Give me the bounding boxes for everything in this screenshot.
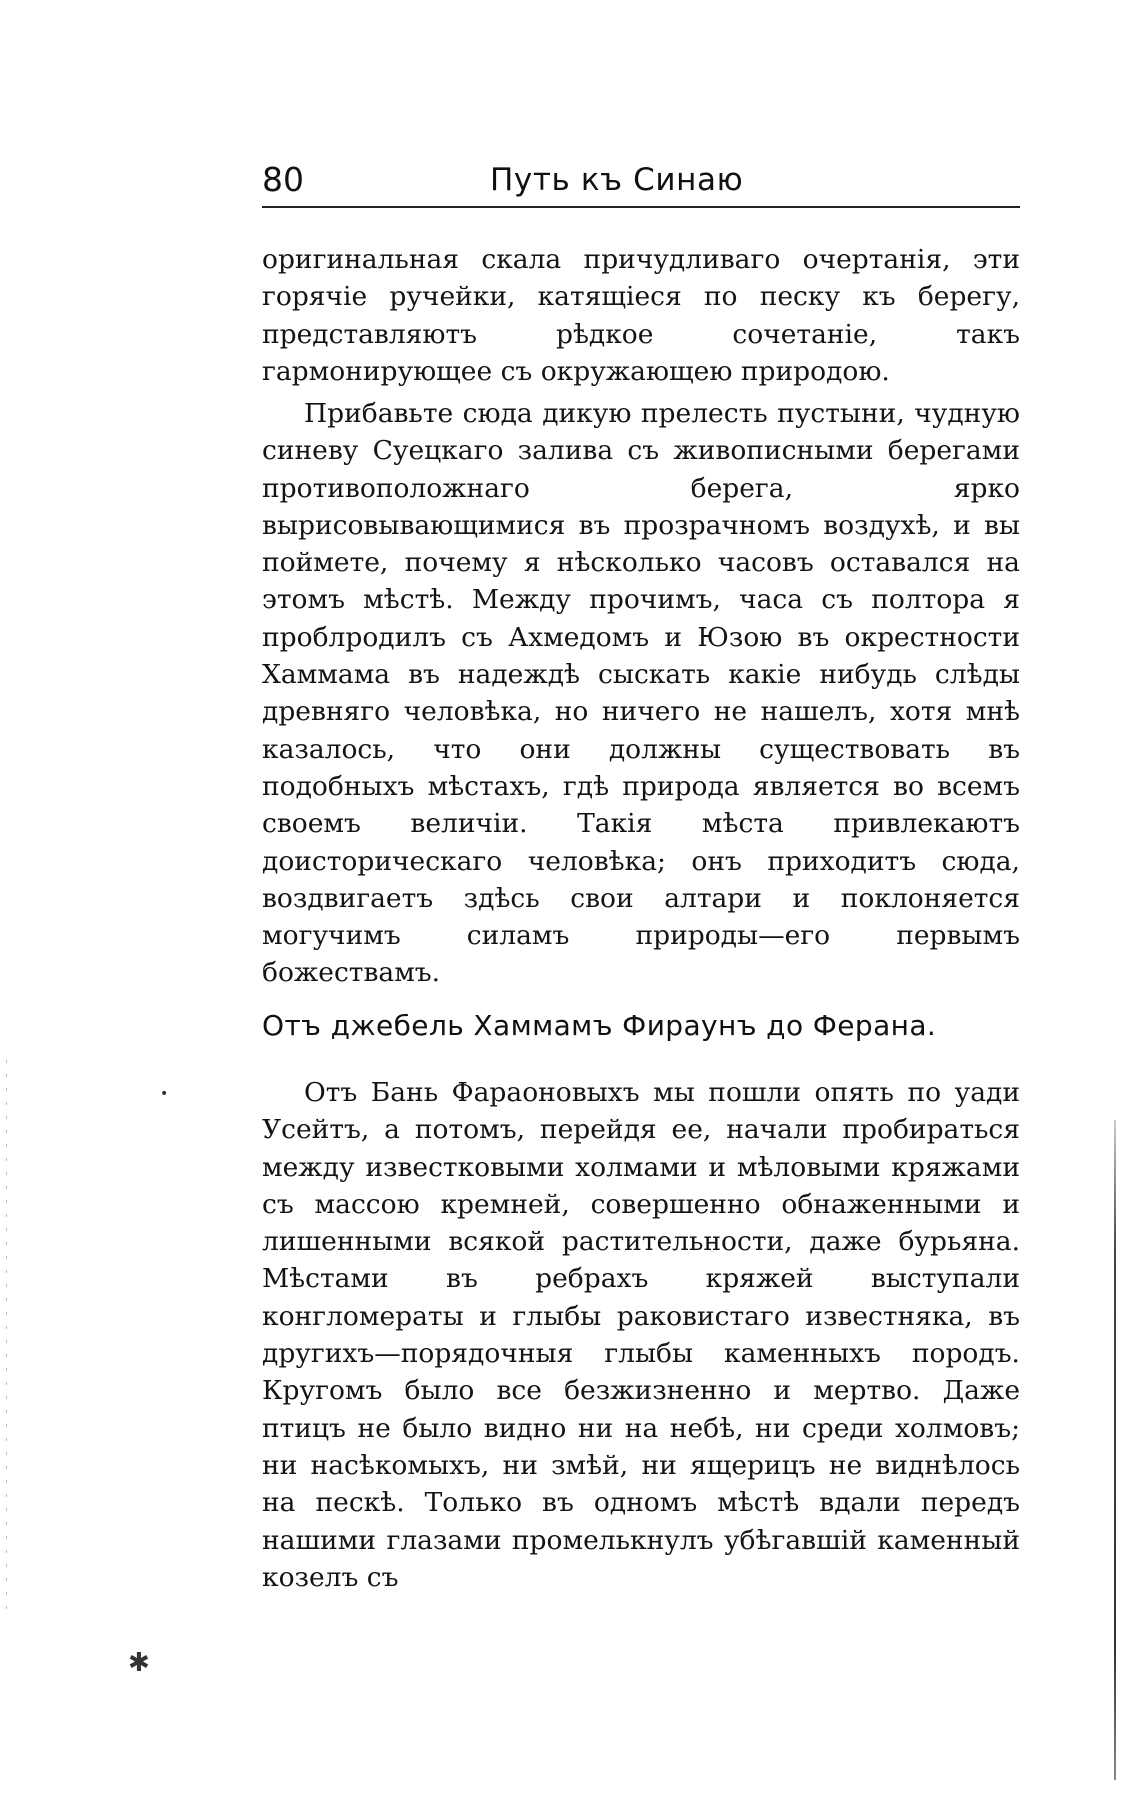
page-number: 80 <box>262 160 304 199</box>
header-rule <box>262 206 1020 208</box>
section-heading: Отъ джебель Хаммамъ Фираунъ до Ферана. <box>262 1009 937 1042</box>
page-header <box>262 160 1020 210</box>
section-paragraph <box>262 1074 1020 1596</box>
paragraph-2-text: Прибавьте сюда дикую прелесть пустыни, чудную синеву Суецкаго залива съ живописными берегами противоположнаго берега, ярко вырисовывающимися въ прозрачномъ воздухѣ, и вы поймете, почему я нѣсколько часовъ оставался на этомъ мѣстѣ. Между прочимъ, часа съ полтора я проблродилъ съ Ахмедомъ и Юзою въ окрестности Хаммама въ надеждѣ сыскать какіе нибудь слѣды древняго человѣка, но ничего не нашелъ, хотя мнѣ казалось, что они должны существовать въ подобныхъ мѣстахъ, гдѣ природа является во всемъ своемъ величіи. Такія мѣста привлекаютъ доисторическаго человѣка; онъ приходитъ сюда, воздвигаетъ здѣсь свои алтари и поклоняется могучимъ силамъ природы—его первымъ божествамъ. <box>262 398 1020 989</box>
page-edge-line <box>1114 1120 1116 1780</box>
paragraph-2 <box>262 395 1020 992</box>
running-title: Путь къ Синаю <box>490 162 744 198</box>
paragraph-1 <box>262 241 1020 390</box>
paragraph-1-text: оригинальная скала причудливаго очертанія, эти горячіе ручейки, катящіеся по песку къ берегу, представляютъ рѣдкое сочетаніе, такъ гармонирующее съ окружающею природою. <box>262 244 1020 387</box>
scan-edge-specks <box>6 1060 7 1620</box>
margin-asterisk-mark: ✱ <box>128 1648 150 1678</box>
section-paragraph-text: Отъ Бань Фараоновыхъ мы пошли опять по уади Усейтъ, а потомъ, перейдя ее, начали пробираться между известковыми холмами и мѣловыми кряжами съ массою кремней, совершенно обнаженными и лишенными всякой растительности, даже бурьяна. Мѣстами въ ребрахъ кряжей выступали конгломераты и глыбы раковистаго известняка, въ другихъ—порядочныя глыбы каменныхъ породъ. Кругомъ было все безжизненно и мертво. Даже птицъ не было видно ни на небѣ, ни среди холмовъ; ни насѣкомыхъ, ни змѣй, ни ящерицъ не виднѣлось на пескѣ. Только въ одномъ мѣстѣ вдали передъ нашими глазами промелькнулъ убѣгавшій каменный козелъ съ <box>262 1077 1020 1593</box>
margin-dot-mark: • <box>160 1086 169 1102</box>
